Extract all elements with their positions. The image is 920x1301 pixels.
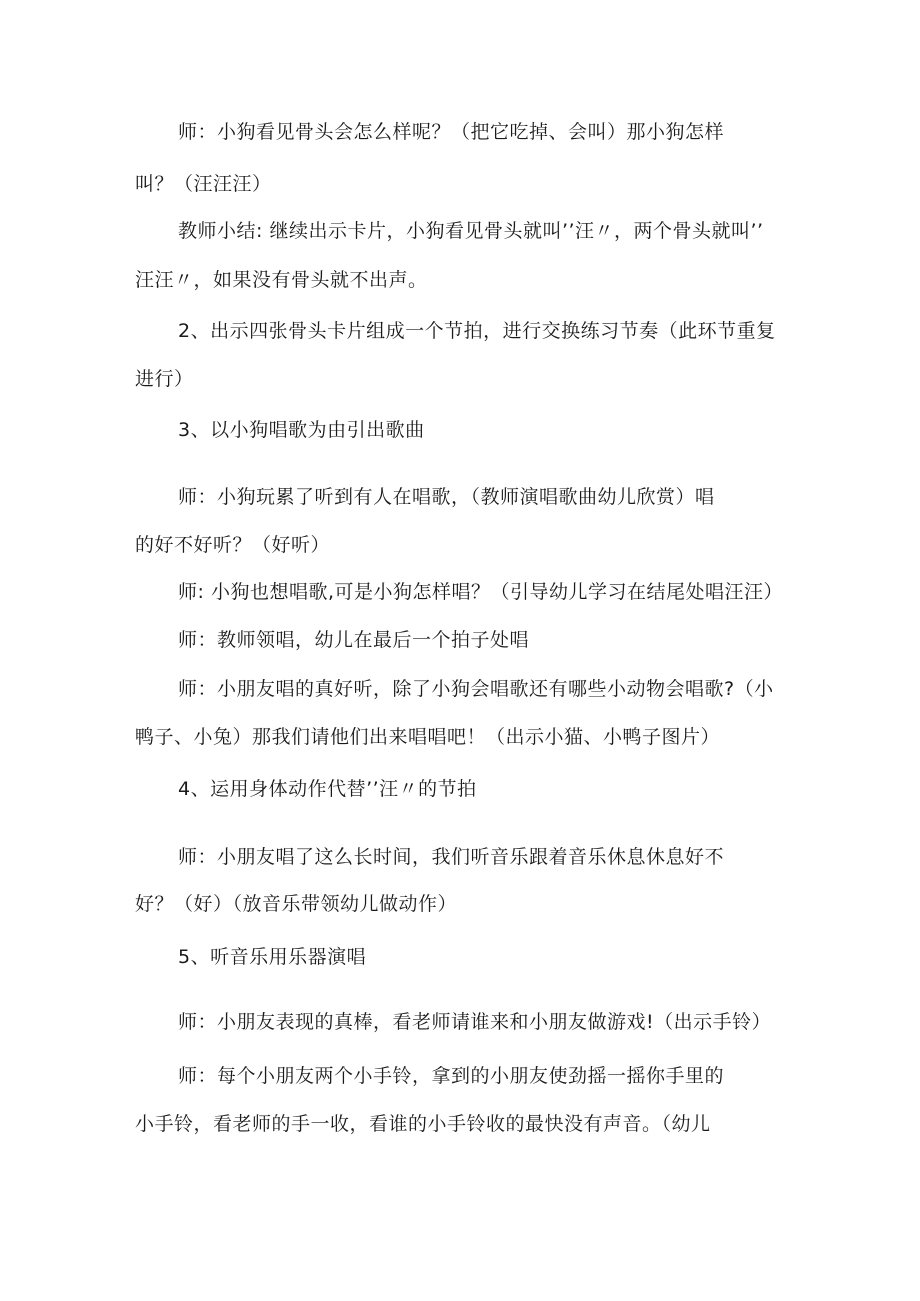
text-line: 师：小朋友唱的真好听，除了小狗会唱歌还有哪些小动物会唱歌?（小 — [178, 678, 774, 700]
text-line: 师：小朋友唱了这么长时间，我们听音乐跟着音乐休息休息好不 — [178, 846, 725, 868]
text-line: 进行） — [135, 368, 194, 390]
text-line: 小手铃，看老师的手一收，看谁的小手铃收的最快没有声音。（幼儿 — [135, 1113, 711, 1135]
text-line: 师：每个小朋友两个小手铃，拿到的小朋友使劲摇一摇你手里的 — [178, 1065, 725, 1087]
section-heading: 5、听音乐用乐器演唱 — [178, 946, 367, 968]
section-heading: 4、运用身体动作代替’’汪〃的节拍 — [178, 778, 477, 800]
text-line: 汪汪〃，如果没有骨头就不出声。 — [135, 269, 428, 291]
text-line: 好？（好）（放音乐带领幼儿做动作） — [135, 893, 458, 915]
text-line: 的好不好听？（好听） — [135, 534, 331, 556]
text-line: 教师小结: 继续出示卡片，小狗看见骨头就叫’’汪〃，两个骨头就叫’’ — [178, 220, 764, 242]
text-line: 叫？（汪汪汪） — [135, 173, 272, 195]
text-line: 师：小狗玩累了听到有人在唱歌，（教师演唱歌曲幼儿欣赏）唱 — [178, 486, 715, 508]
text-line: 师：教师领唱，幼儿在最后一个拍子处唱 — [178, 629, 530, 651]
text-line: 师：小朋友表现的真棒，看老师请谁来和小朋友做游戏!（出示手铃） — [178, 1011, 772, 1033]
section-heading: 3、以小狗唱歌为由引出歌曲 — [178, 419, 425, 441]
text-line: 师：小狗看见骨头会怎么样呢？（把它吃掉、会叫）那小狗怎样 — [178, 121, 725, 143]
text-line: 2、出示四张骨头卡片组成一个节拍，进行交换练习节奏（此环节重复 — [178, 320, 776, 342]
text-line: 鸭子、小兔）那我们请他们出来唱唱吧！（出示小猫、小鸭子图片） — [135, 726, 721, 748]
text-line: 师: 小狗也想唱歌,可是小狗怎样唱？（引导幼儿学习在结尾处唱汪汪） — [178, 581, 783, 603]
